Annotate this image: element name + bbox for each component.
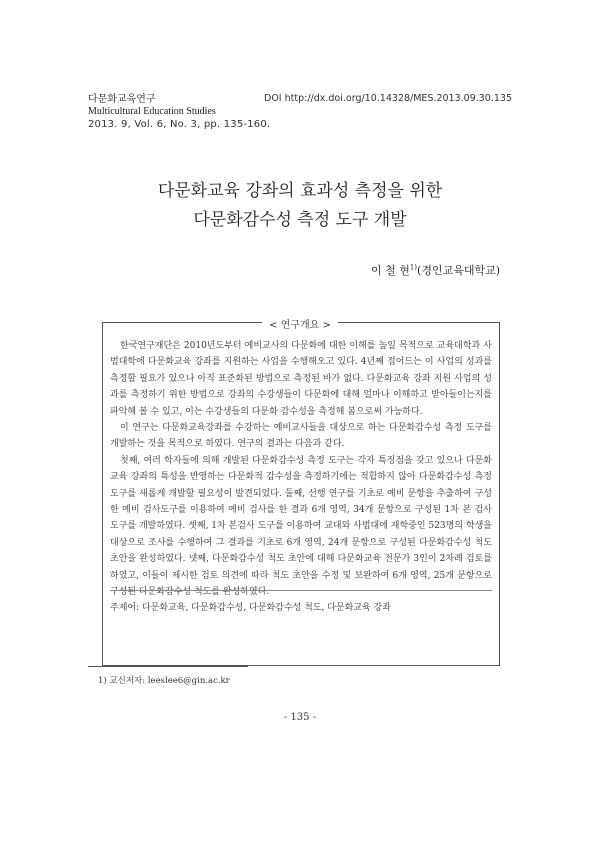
paper-title-line1: 다문화교육 강좌의 효과성 측정을 위한 [157,181,443,201]
abstract-paragraph: 한국연구재단은 2010년도부터 예비교사의 다문화에 대한 이해를 높일 목적으로 교육대학과 사범대학에 다문화교육 강좌를 지원하는 사업을 수행해오고 있다. 4년째 접어드는 이 사업의 성과를 측정할 필요가 있으나 아직 표준화된 방법으로 측정된 바가 없다. 다문화교육 강좌 지원 사업의 성과를 측정하기 위한 방법으로 강좌의 수강생들이 다문화에 대해 얼마나 이해하고 받아들이는지를 파악해 볼 수 있고, 이는 수강생들의 다문화 감수성을 측정해 봄으로써 가능하다. [110,341,492,417]
abstract-divider [110,590,492,591]
author-affiliation: (경인교육대학교) [417,264,500,277]
abstract-paragraph: 첫째, 여러 학자들에 의해 개발된 다문화감수성 측정 도구는 각자 특징점을 갖고 있으나 다문화교육 강좌의 특성을 반영하는 다문화적 감수성을 측정하기에는 적합하지 않아 다문화감수성 측정 도구를 새롭게 개발할 필요성이 발견되었다. 둘째, 선행 연구를 기초로 예비 문항을 추출하여 구성한 예비 검사도구를 이용하여 예비 검사를 한 결과 6개 영역, 34개 문항으로 구성된 1차 본 검사 도구를 개발하였다. 셋째, 1차 본검사 도구를 이용하여 교대와 사범대에 재학중인 523명의 학생을 대상으로 조사를 수행하여 그 결과를 기초로 6개 영역, 24개 문항으로 구성된 다문화감수성 척도 초안을 완성하였다. 넷째, 다문화감수성 척도 초안에 대해 다문화교육 전문가 3인이 2차례 검토를 하였고, 이들이 제시한 검토 의견에 따라 척도 초안을 수정 및 보완하여 6개 영역, 25개 문항으로 구성된 다문화감수성 척도를 완성하였다. [110,455,492,598]
author-footnote-mark: 1) [409,263,418,272]
page-number: - 135 - [283,712,317,723]
volume-info: 2013. 9, Vol. 6, No. 3, pp. 135-160. [88,119,271,130]
paper-title-line2: 다문화감수성 측정 도구 개발 [193,210,407,230]
author-line [371,262,500,278]
abstract-label: < 연구개요 > [262,316,338,331]
doi-link[interactable]: DOI http://dx.doi.org/10.14328/MES.2013.09.30.135 [264,93,512,104]
journal-header [88,93,270,131]
footnote: 1) 교신저자: leeslee6@gin.ac.kr [98,676,230,686]
abstract-paragraph: 이 연구는 다문화교육강좌를 수강하는 예비교사들을 대상으로 하는 다문화감수성 측정 도구를 개발하는 것을 목적으로 하였다. 연구의 결과는 다음과 같다. [110,423,492,450]
journal-name-kr: 다문화교육연구 [88,94,156,105]
keywords: 주제어: 다문화교육, 다문화감수성, 다문화감수성 척도, 다문화교육 강좌 [110,603,391,613]
footnote-rule [88,666,248,667]
journal-name-en: Multicultural Education Studies [88,106,216,117]
author-name: 이 철 현 [370,264,410,277]
abstract-body [110,338,492,601]
